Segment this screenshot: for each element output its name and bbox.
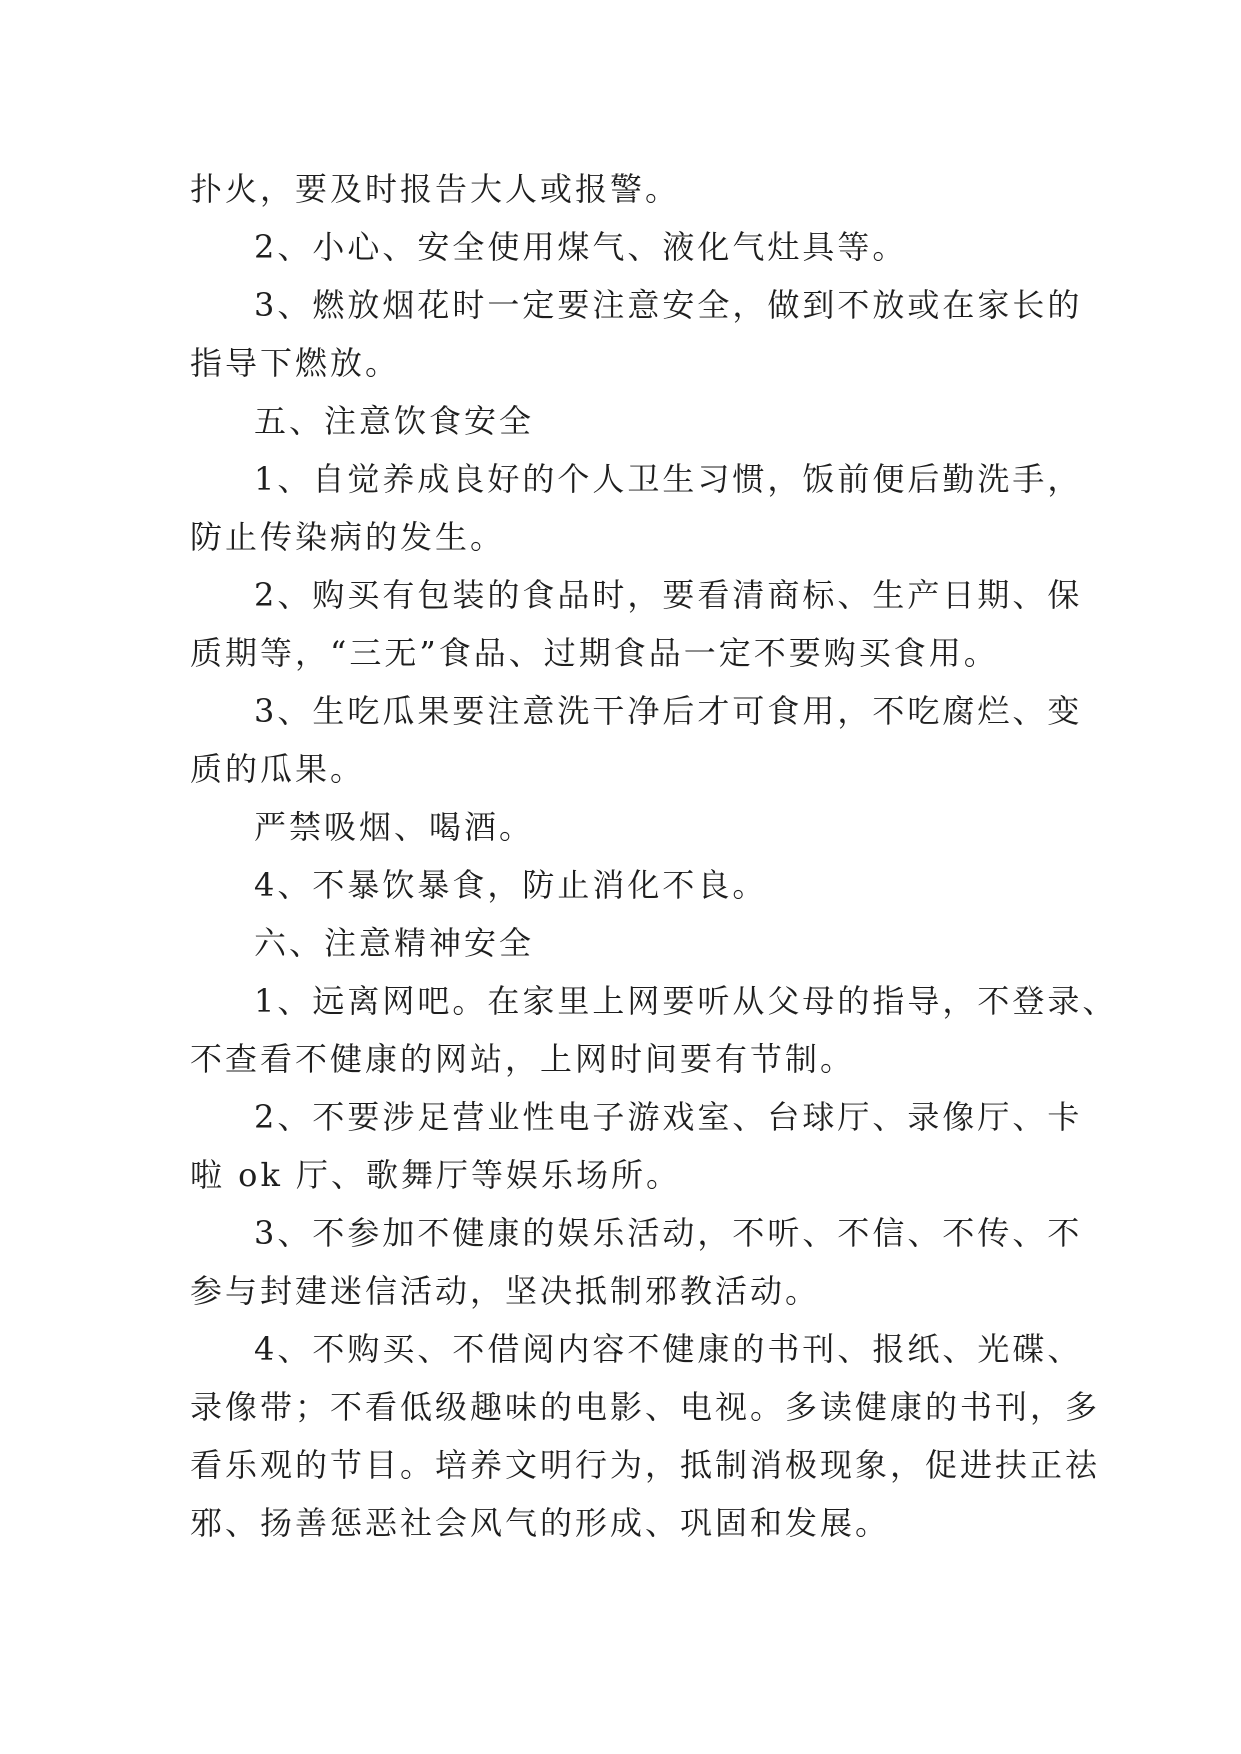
text-line: 不查看不健康的网站，上网时间要有节制。 <box>190 1040 856 1078</box>
text-line: 严禁吸烟、喝酒。 <box>254 808 535 846</box>
text-line: 邪、扬善惩恶社会风气的形成、巩固和发展。 <box>190 1504 891 1542</box>
text-line: 2、购买有包装的食品时，要看清商标、生产日期、保 <box>254 576 1083 614</box>
text-line: 看乐观的节目。培养文明行为，抵制消极现象，促进扶正祛 <box>190 1446 1101 1484</box>
text-line: 4、不购买、不借阅内容不健康的书刊、报纸、光碟、 <box>254 1330 1083 1368</box>
document-body <box>190 160 1118 1552</box>
text-line: 3、不参加不健康的娱乐活动，不听、不信、不传、不 <box>254 1214 1083 1252</box>
text-line: 3、生吃瓜果要注意洗干净后才可食用，不吃腐烂、变 <box>254 692 1083 730</box>
section-heading: 五、注意饮食安全 <box>254 402 535 440</box>
text-line: 指导下燃放。 <box>190 344 401 382</box>
text-line: 防止传染病的发生。 <box>190 518 506 556</box>
text-line: 参与封建迷信活动，坚决抵制邪教活动。 <box>190 1272 821 1310</box>
text-line: 啦 ok 厅、歌舞厅等娱乐场所。 <box>190 1156 682 1194</box>
text-line: 4、不暴饮暴食，防止消化不良。 <box>254 866 768 904</box>
text-line: 质期等，“三无”食品、过期食品一定不要购买食用。 <box>190 634 999 672</box>
text-line: 扑火，要及时报告大人或报警。 <box>190 170 681 208</box>
text-line: 3、燃放烟花时一定要注意安全，做到不放或在家长的 <box>254 286 1083 324</box>
text-line: 2、不要涉足营业性电子游戏室、台球厅、录像厅、卡 <box>254 1098 1083 1136</box>
text-line: 录像带；不看低级趣味的电影、电视。多读健康的书刊，多 <box>190 1388 1101 1426</box>
text-line: 质的瓜果。 <box>190 750 366 788</box>
text-line: 1、远离网吧。在家里上网要听从父母的指导，不登录、 <box>254 982 1118 1020</box>
section-heading: 六、注意精神安全 <box>254 924 535 962</box>
text-line: 1、自觉养成良好的个人卫生习惯，饭前便后勤洗手， <box>254 460 1083 498</box>
text-line: 2、小心、安全使用煤气、液化气灶具等。 <box>254 228 908 266</box>
